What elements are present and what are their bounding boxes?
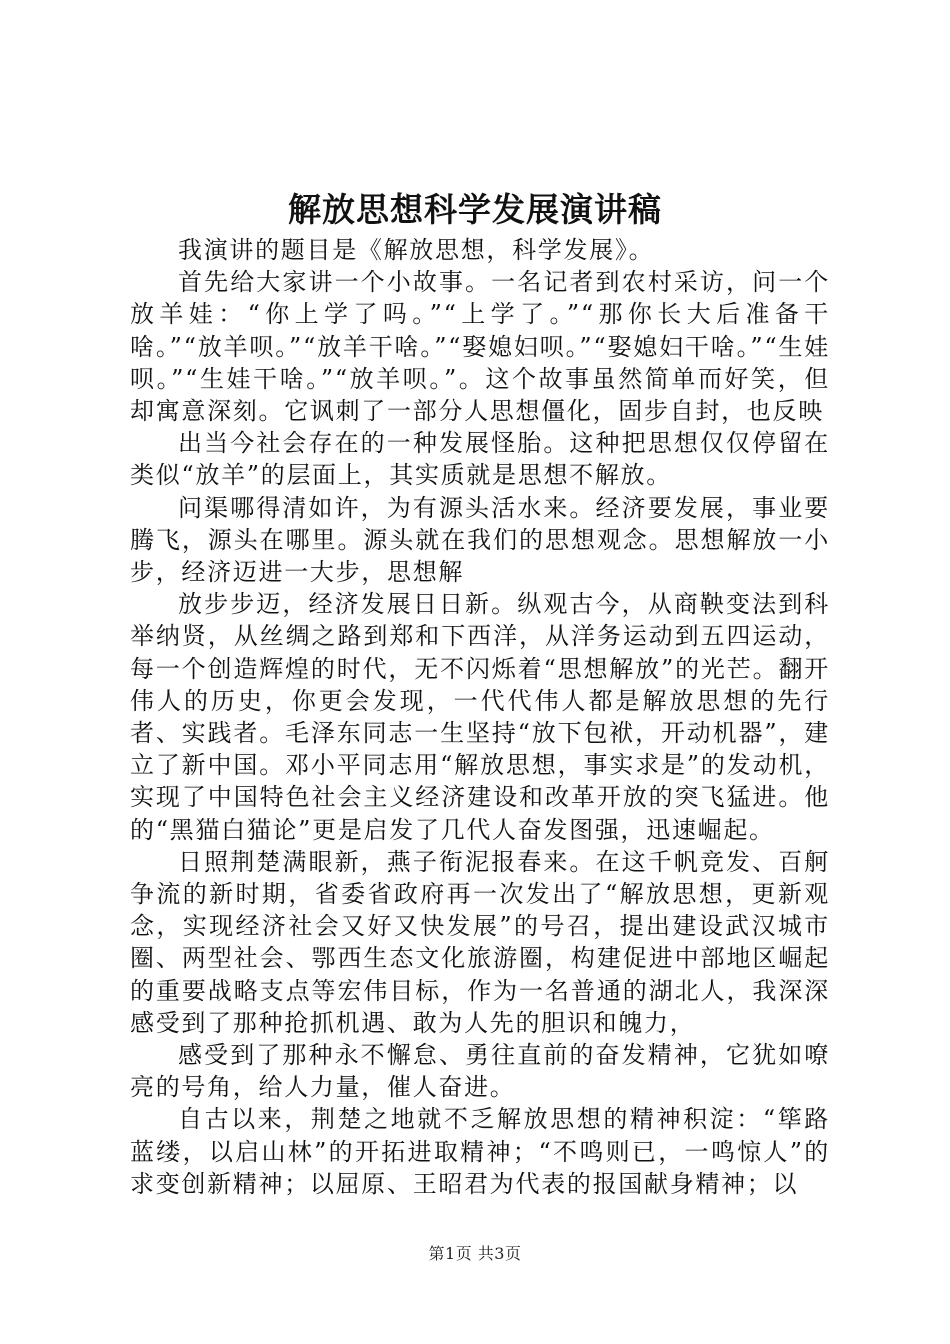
paragraph: 我演讲的题目是《解放思想，科学发展》。	[178, 236, 655, 264]
paragraph: 日照荆楚满眼新，燕子衔泥报春来。在这千帆竞发、百舸争流的新时期，省委省政府再一次发出了“解放思想，更新观念，实现经济社会又好又快发展”的号召，提出建设武汉城市圈、两型社会、鄂西生态文化旅游圈，构建促进中部地区崛起的重要战略支点等宏伟目标，作为一名普通的湖北人，我深深感受到了那种抢抓机遇、敢为人先的胆识和魄力，	[130, 847, 830, 1037]
paragraph: 放步步迈，经济发展日日新。纵观古今，从商鞅变法到科举纳贤，从丝绸之路到郑和下西洋，从洋务运动到五四运动，每一个创造辉煌的时代，无不闪烁着“思想解放”的光芒。翻开伟人的历史，你更会发现，一代代伟人都是解放思想的先行者、实践者。毛泽东同志一生坚持“放下包袱，开动机器”，建立了新中国。邓小平同志用“解放思想，事实求是”的发动机，实现了中国特色社会主义经济建设和改革开放的突飞猛进。他的“黑猫白猫论”更是启发了几代人奋发图强，迅速崛起。	[130, 590, 830, 844]
document-title: 解放思想科学发展演讲稿	[288, 190, 662, 229]
paragraph: 首先给大家讲一个小故事。一名记者到农村采访，问一个放羊娃：“你上学了吗。”“上学了。”“那你长大后准备干啥。”“放羊呗。”“放羊干啥。”“娶媳妇呗。”“娶媳妇干啥。”“生娃呗。”“生娃干啥。”“放羊呗。”。这个故事虽然简单而好笑，但却寓意深刻。它讽刺了一部分人思想僵化，固步自封，也反映	[130, 268, 830, 426]
document-body	[130, 234, 830, 1200]
page-number-footer: 第1页 共3页	[428, 1244, 522, 1263]
paragraph: 出当今社会存在的一种发展怪胎。这种把思想仅仅停留在类似“放羊”的层面上，其实质就是思想不解放。	[130, 429, 830, 490]
paragraph: 问渠哪得清如许，为有源头活水来。经济要发展，事业要腾飞，源头在哪里。源头就在我们的思想观念。思想解放一小步，经济迈进一大步，思想解	[130, 493, 830, 587]
paragraph: 自古以来，荆楚之地就不乏解放思想的精神积淀：“筚路蓝缕，以启山林”的开拓进取精神；“不鸣则已，一鸣惊人”的求变创新精神；以屈原、王昭君为代表的报国献身精神；以	[130, 1105, 830, 1198]
paragraph: 感受到了那种永不懈怠、勇往直前的奋发精神，它犹如嘹亮的号角，给人力量，催人奋进。	[130, 1041, 830, 1102]
